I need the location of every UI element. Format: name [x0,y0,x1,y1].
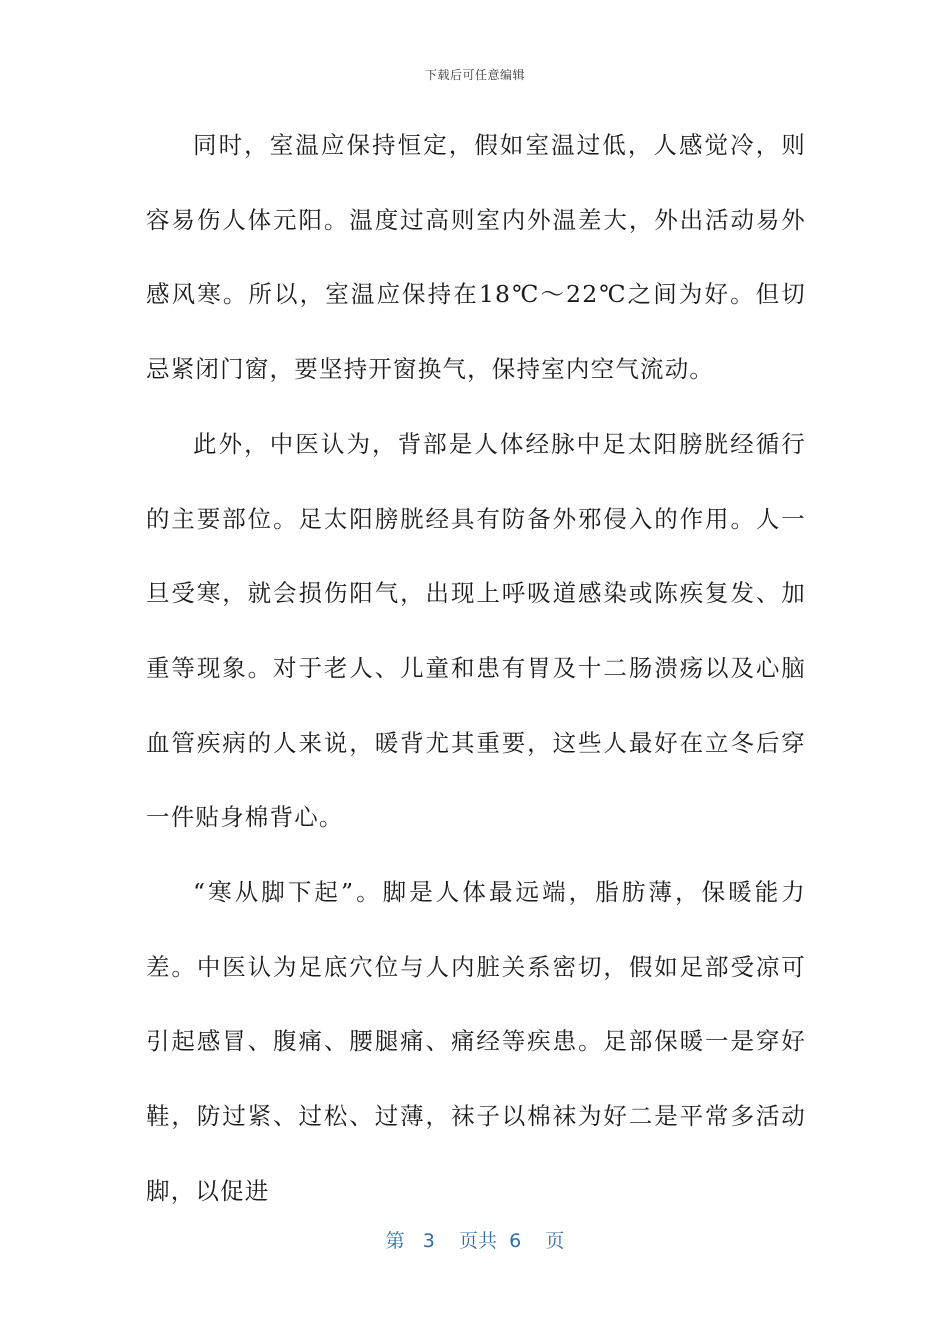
document-body [146,108,806,1229]
paragraph-back-warmth: 此外，中医认为，背部是人体经脉中足太阳膀胱经循行的主要部位。足太阳膀胱经具有防备外邪侵入的作用。人一旦受寒，就会损伤阳气，出现上呼吸道感染或陈疾复发、加重等现象。对于老人、儿童和患有胃及十二肠溃疡以及心脑血管疾病的人来说，暖背尤其重要，这些人最好在立冬后穿一件贴身棉背心。 [146,429,806,832]
page-footer [0,1226,950,1253]
page-total-number: 6 [509,1230,522,1252]
paragraph-room-temperature: 同时，室温应保持恒定，假如室温过低，人感觉冷，则容易伤人体元阳。温度过高则室内外温差大，外出活动易外感风寒。所以，室温应保持在18℃～22℃之间为好。但切忌紧闭门窗，要坚持开窗换气，保持室内空气流动。 [146,131,806,384]
page-label-prefix: 第 [385,1230,405,1252]
page-label-mid: 页共 [459,1230,498,1252]
paragraph-foot-warmth: “寒从脚下起”。脚是人体最远端，脂肪薄，保暖能力差。中医认为足底穴位与人内脏关系密切，假如足部受凉可引起感冒、腹痛、腰腿痛、痛经等疾患。足部保暖一是穿好鞋，防过紧、过松、过薄，袜子以棉袜为好二是平常多活动脚，以促进 [146,878,806,1205]
page-label-suffix: 页 [545,1230,565,1252]
header-note: 下载后可任意编辑 [424,68,525,82]
page-current-number: 3 [422,1230,435,1252]
